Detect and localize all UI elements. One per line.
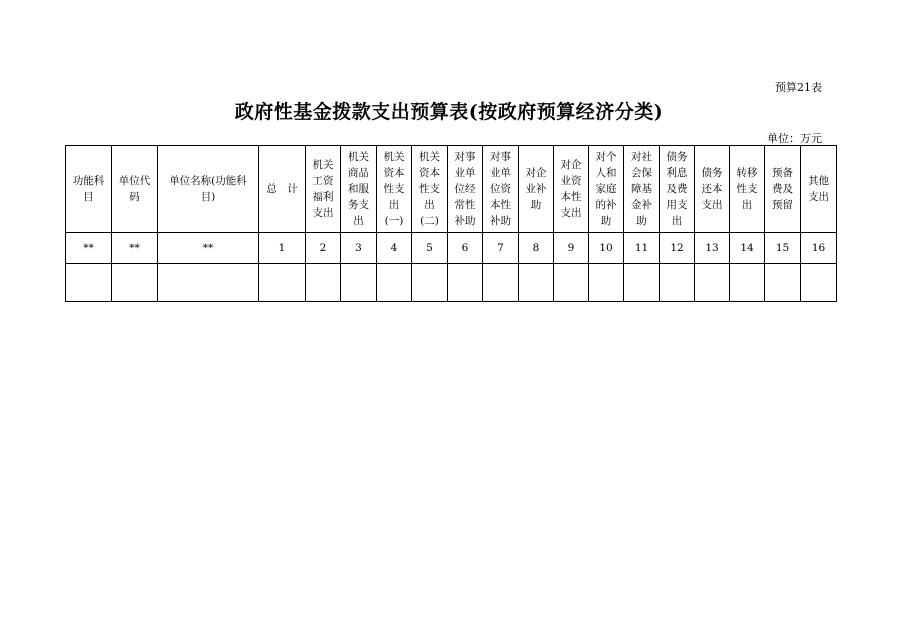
- data-cell: [412, 264, 448, 302]
- code-cell: 5: [412, 233, 448, 264]
- code-cell: 12: [660, 233, 695, 264]
- data-cell: [483, 264, 519, 302]
- data-cell: [66, 264, 112, 302]
- form-number: 预算21表: [775, 81, 822, 94]
- code-cell: 6: [448, 233, 483, 264]
- header-cell: 其他 支出: [801, 146, 837, 233]
- header-cell: 总 计: [259, 146, 306, 233]
- table-row: [66, 264, 837, 302]
- budget-table: [65, 145, 837, 302]
- code-cell: 16: [801, 233, 837, 264]
- header-cell: 机关 资本 性支 出 (二): [412, 146, 448, 233]
- code-cell: 14: [730, 233, 765, 264]
- header-cell: 单位代 码: [112, 146, 158, 233]
- header-cell: 对事 业单 位资 本性 补助: [483, 146, 519, 233]
- code-cell: 11: [624, 233, 660, 264]
- header-cell: 机关 商品 和服 务支 出: [341, 146, 377, 233]
- unit-label: 单位：万元: [767, 132, 822, 145]
- data-cell: [730, 264, 765, 302]
- data-cell: [341, 264, 377, 302]
- code-cell: **: [112, 233, 158, 264]
- header-cell: 机关 资本 性支 出 (一): [377, 146, 412, 233]
- data-cell: [158, 264, 259, 302]
- code-cell: 3: [341, 233, 377, 264]
- header-cell: 功能科 目: [66, 146, 112, 233]
- header-row: [66, 146, 837, 233]
- data-cell: [112, 264, 158, 302]
- data-cell: [801, 264, 837, 302]
- code-row: [66, 233, 837, 264]
- page-title: 政府性基金拨款支出预算表(按政府预算经济分类): [234, 101, 664, 123]
- header-cell: 机关 工资 福利 支出: [306, 146, 341, 233]
- header-cell: 对企 业资 本性 支出: [554, 146, 589, 233]
- data-cell: [554, 264, 589, 302]
- header-cell: 债务 利息 及费 用支 出: [660, 146, 695, 233]
- code-cell: **: [66, 233, 112, 264]
- code-cell: 13: [695, 233, 730, 264]
- code-cell: **: [158, 233, 259, 264]
- data-cell: [589, 264, 624, 302]
- code-cell: 2: [306, 233, 341, 264]
- header-cell: 债务 还本 支出: [695, 146, 730, 233]
- code-cell: 1: [259, 233, 306, 264]
- code-cell: 15: [765, 233, 801, 264]
- header-cell: 对个 人和 家庭 的补 助: [589, 146, 624, 233]
- header-cell: 单位名称(功能科 目): [158, 146, 259, 233]
- header-cell: 转移 性支 出: [730, 146, 765, 233]
- data-cell: [448, 264, 483, 302]
- data-cell: [519, 264, 554, 302]
- header-cell: 对社 会保 障基 金补 助: [624, 146, 660, 233]
- data-cell: [660, 264, 695, 302]
- header-cell: 预备 费及 预留: [765, 146, 801, 233]
- code-cell: 9: [554, 233, 589, 264]
- code-cell: 7: [483, 233, 519, 264]
- data-cell: [624, 264, 660, 302]
- code-cell: 10: [589, 233, 624, 264]
- header-cell: 对企 业补 助: [519, 146, 554, 233]
- code-cell: 8: [519, 233, 554, 264]
- header-cell: 对事 业单 位经 常性 补助: [448, 146, 483, 233]
- data-cell: [765, 264, 801, 302]
- data-cell: [259, 264, 306, 302]
- data-cell: [306, 264, 341, 302]
- data-cell: [695, 264, 730, 302]
- code-cell: 4: [377, 233, 412, 264]
- data-cell: [377, 264, 412, 302]
